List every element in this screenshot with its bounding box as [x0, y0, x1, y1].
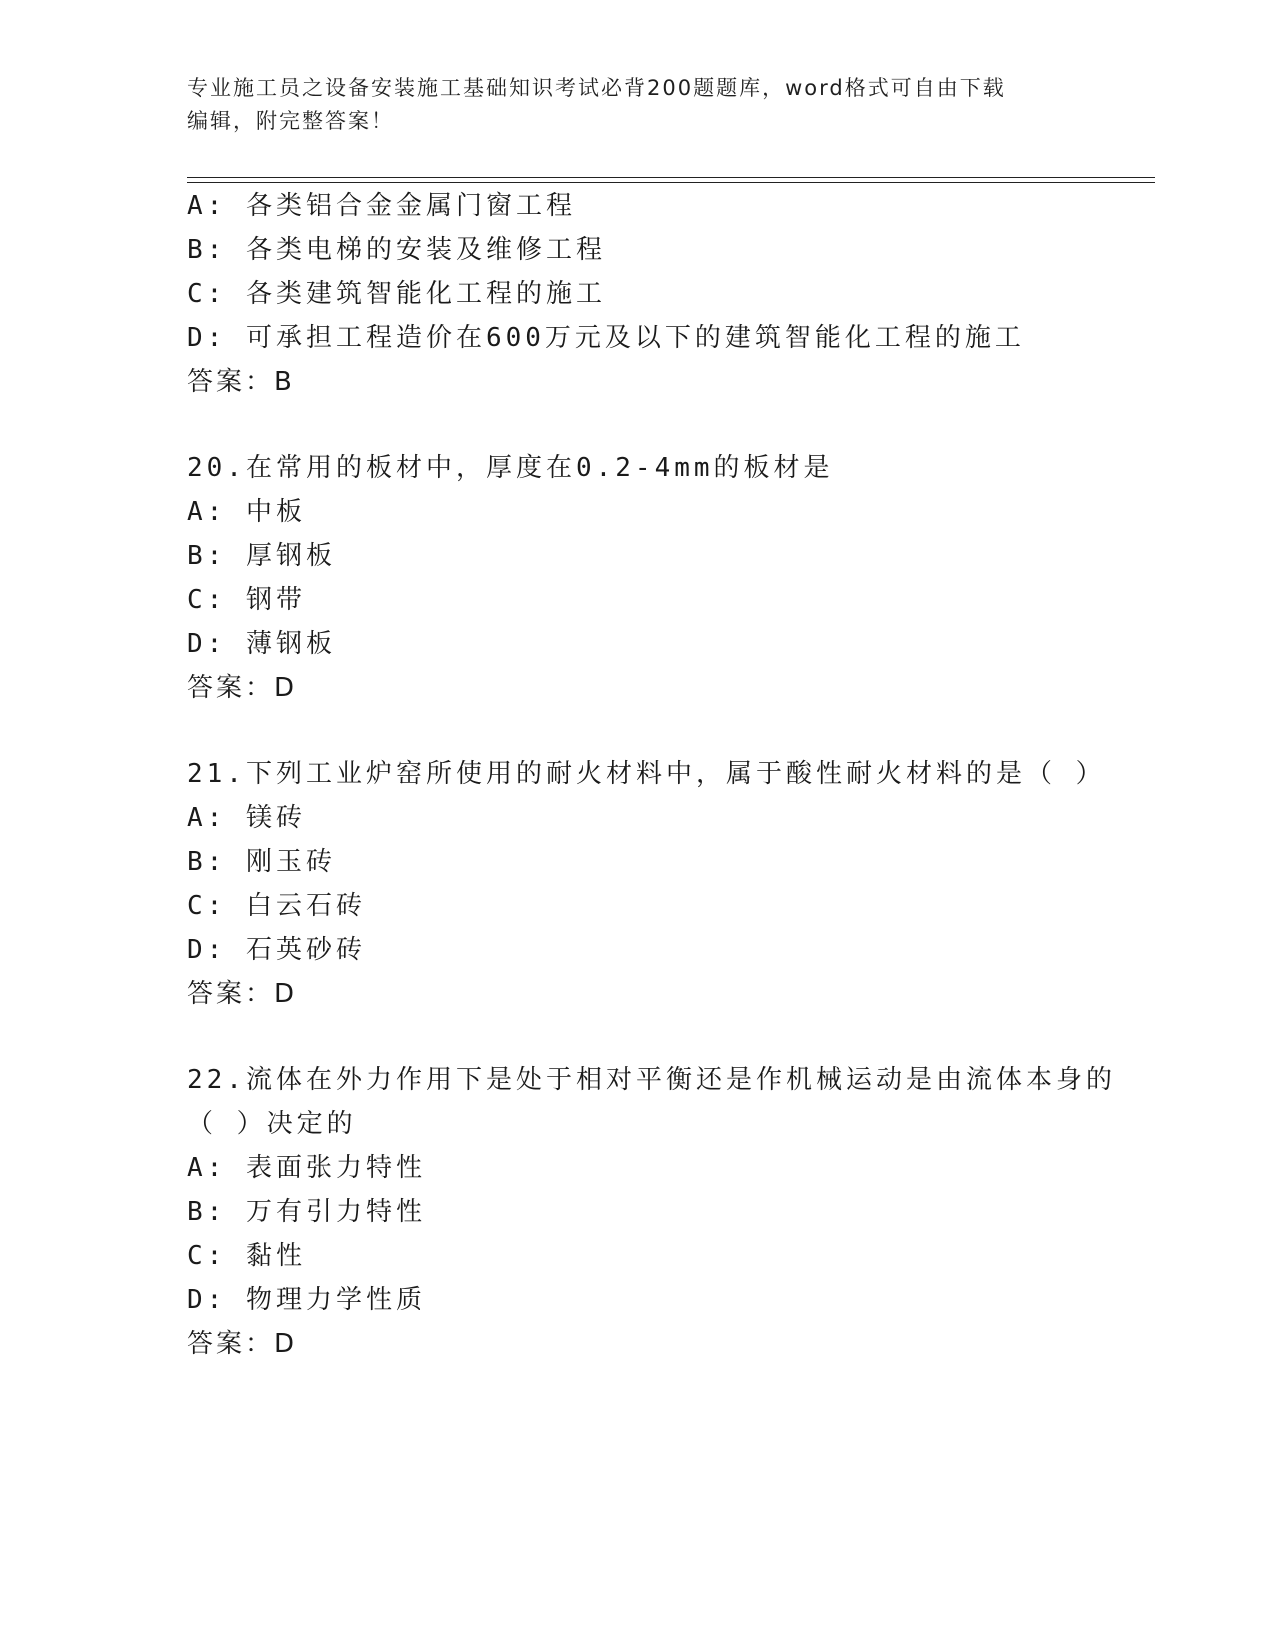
q19-option-d: D: 可承担工程造价在600万元及以下的建筑智能化工程的施工 [187, 323, 1025, 353]
q21-option-a: A: 镁砖 [187, 803, 306, 833]
header-line-1: 专业施工员之设备安装施工基础知识考试必背200题题库，word格式可自由下载 [187, 76, 1006, 100]
q21-option-c: C: 白云石砖 [187, 891, 366, 921]
q20-option-b: B: 厚钢板 [187, 541, 336, 571]
q22-option-a: A: 表面张力特性 [187, 1153, 426, 1183]
q22-question-line-1: 22.流体在外力作用下是处于相对平衡还是作机械运动是由流体本身的 [187, 1065, 1116, 1095]
q21-answer: 答案：D [187, 979, 298, 1009]
header-divider-bottom [187, 182, 1155, 183]
q22-option-c: C: 黏性 [187, 1241, 306, 1271]
q19-answer: 答案：B [187, 367, 295, 397]
q21-option-d: D: 石英砂砖 [187, 935, 366, 965]
q20-question: 20.在常用的板材中，厚度在0.2-4mm的板材是 [187, 453, 834, 483]
q22-answer: 答案：D [187, 1329, 298, 1359]
q22-question-line-2: （ ）决定的 [187, 1109, 357, 1139]
header-divider-top [187, 177, 1155, 178]
q19-option-c: C: 各类建筑智能化工程的施工 [187, 279, 606, 309]
document-header [187, 72, 1087, 138]
q19-option-b: B: 各类电梯的安装及维修工程 [187, 235, 606, 265]
q19-option-a: A: 各类铝合金金属门窗工程 [187, 191, 576, 221]
q21-question: 21.下列工业炉窑所使用的耐火材料中，属于酸性耐火材料的是（ ） [187, 759, 1106, 789]
q20-answer: 答案：D [187, 673, 298, 703]
q21-option-b: B: 刚玉砖 [187, 847, 336, 877]
q20-option-d: D: 薄钢板 [187, 629, 336, 659]
header-line-2: 编辑，附完整答案！ [187, 109, 394, 133]
q20-option-a: A: 中板 [187, 497, 306, 527]
q22-option-d: D: 物理力学性质 [187, 1285, 426, 1315]
q20-option-c: C: 钢带 [187, 585, 306, 615]
q22-option-b: B: 万有引力特性 [187, 1197, 426, 1227]
